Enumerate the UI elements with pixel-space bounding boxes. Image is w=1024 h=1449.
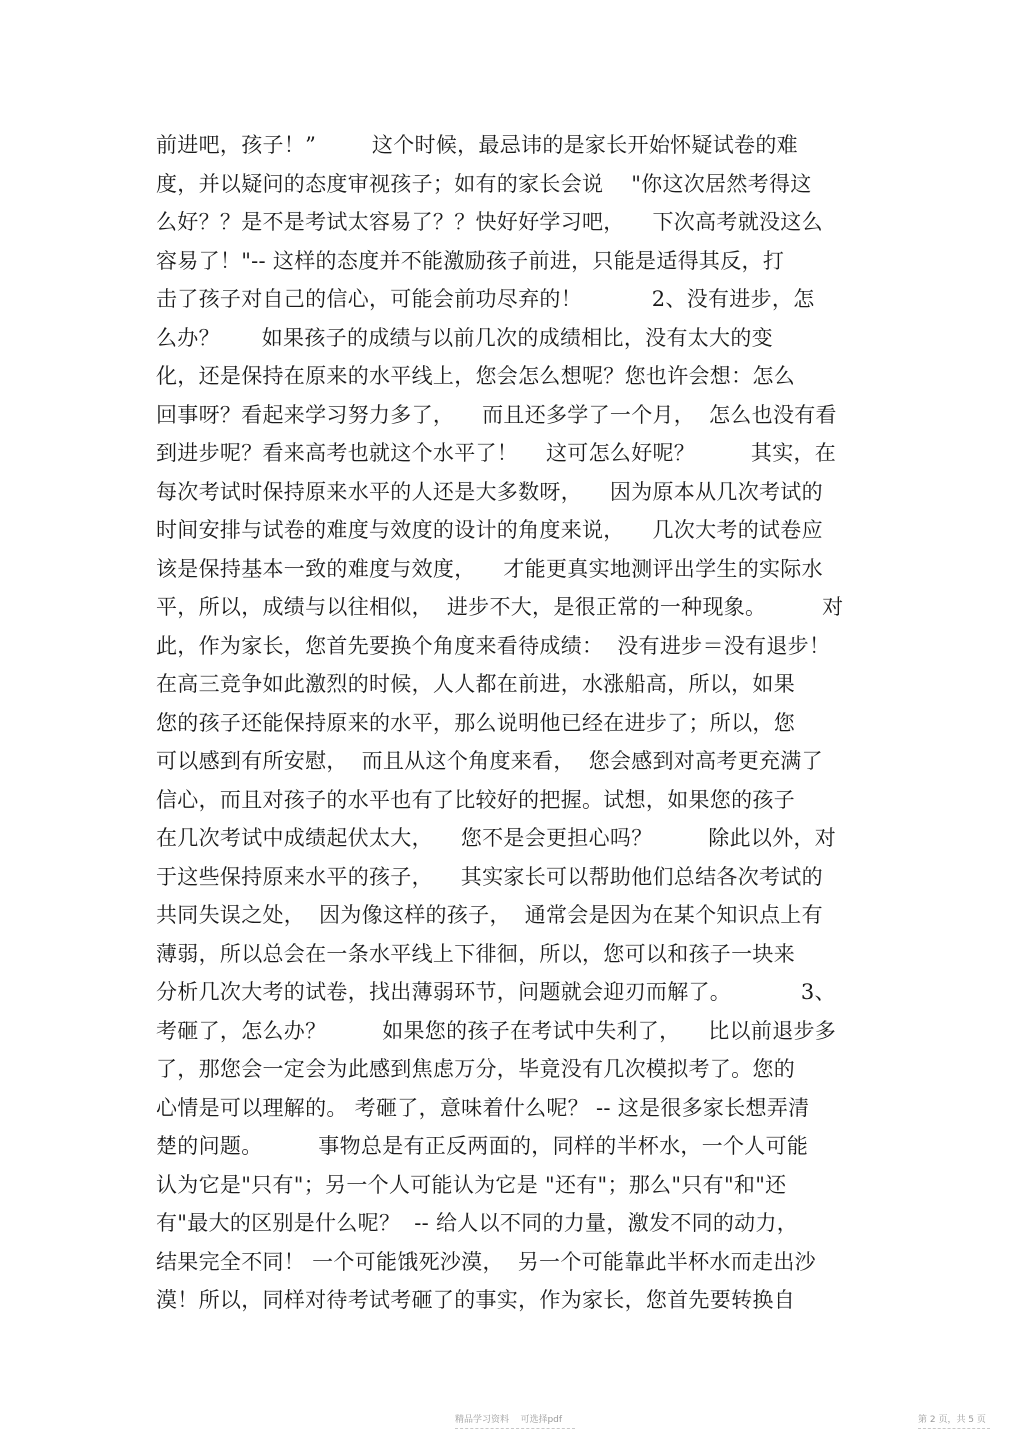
footer-divider bbox=[455, 1428, 575, 1429]
text-line: 么好？？是不是考试太容易了？？快好好学习吧， 下次高考就没这么 bbox=[156, 210, 823, 234]
text-line: 在几次考试中成绩起伏太大， 您不是会更担心吗？ 除此以外，对 bbox=[156, 826, 837, 850]
text-line: 考砸了，怎么办？ 如果您的孩子在考试中失利了， 比以前退步多 bbox=[156, 1018, 837, 1043]
text-line: 结果完全不同！ 一个可能饿死沙漠， 另一个可能靠此半杯水而走出沙 bbox=[156, 1249, 816, 1274]
footer-divider bbox=[918, 1428, 990, 1429]
text-line: 信心，而且对孩子的水平也有了比较好的把握。试想，如果您的孩子 bbox=[156, 787, 795, 812]
text-line: 到进步呢？看来高考也就这个水平了！ 这可怎么好呢？ 其实，在 bbox=[156, 441, 837, 465]
text-line: 平，所以，成绩与以往相似， 进步不大，是很正常的一种现象。 对 bbox=[156, 595, 844, 619]
text-line: 此，作为家长，您首先要换个角度来看待成绩： 没有进步＝没有退步！ bbox=[156, 633, 831, 658]
text-line: 前进吧，孩子！” 这个时候，最忌讳的是家长开始怀疑试卷的难 bbox=[156, 133, 798, 157]
text-line: 认为它是"只有"；另一个人可能认为它是 "还有"；那么"只有"和"还 bbox=[156, 1172, 787, 1197]
text-line: 么办？ 如果孩子的成绩与以前几次的成绩相比，没有太大的变 bbox=[156, 325, 773, 350]
text-line: 分析几次大考的试卷，找出薄弱环节，问题就会迎刃而解了。 3、 bbox=[156, 980, 836, 1004]
body-text bbox=[156, 126, 876, 1320]
text-line: 度，并以疑问的态度审视孩子；如有的家长会说 "你这次居然考得这 bbox=[156, 171, 812, 196]
text-line: 楚的问题。 事物总是有正反两面的，同样的半杯水，一个人可能 bbox=[156, 1134, 809, 1158]
text-line: 薄弱，所以总会在一条水平线上下徘徊，所以，您可以和孩子一块来 bbox=[156, 941, 795, 966]
text-line: 漠！所以，同样对待考试考砸了的事实，作为家长，您首先要转换自 bbox=[156, 1288, 795, 1312]
text-line: 化，还是保持在原来的水平线上，您会怎么想呢？您也许会想：怎么 bbox=[156, 364, 795, 388]
text-line: 您的孩子还能保持原来的水平，那么说明他已经在进步了；所以，您 bbox=[156, 710, 795, 735]
text-line: 有"最大的区别是什么呢？ -- 给人以不同的力量，激发不同的动力， bbox=[156, 1211, 799, 1235]
text-line: 在高三竞争如此激烈的时候，人人都在前进，水涨船高，所以，如果 bbox=[156, 672, 795, 696]
text-line: 了，那您会一定会为此感到焦虑万分，毕竟没有几次模拟考了。您的 bbox=[156, 1057, 795, 1081]
text-line: 回事呀？看起来学习努力多了， 而且还多学了一个月， 怎么也没有看 bbox=[156, 402, 837, 427]
text-line: 于这些保持原来水平的孩子， 其实家长可以帮助他们总结各次考试的 bbox=[156, 864, 823, 889]
text-line: 击了孩子对自己的信心，可能会前功尽弃的！ 2、没有进步，怎 bbox=[156, 287, 815, 311]
text-line: 可以感到有所安慰， 而且从这个角度来看， 您会感到对高考更充满了 bbox=[156, 749, 823, 773]
text-line: 心情是可以理解的。 考砸了，意味着什么呢？ -- 这是很多家长想弄清 bbox=[156, 1095, 810, 1120]
text-line: 容易了！"-- 这样的态度并不能激励孩子前进，只能是适得其反，打 bbox=[156, 248, 785, 273]
text-line: 共同失误之处， 因为像这样的孩子， 通常会是因为在某个知识点上有 bbox=[156, 903, 823, 927]
footer-watermark: 精品学习资料 可选择pdf bbox=[455, 1415, 563, 1425]
text-line: 该是保持基本一致的难度与效度， 才能更真实地测评出学生的实际水 bbox=[156, 556, 823, 581]
text-line: 每次考试时保持原来水平的人还是大多数呀， 因为原本从几次考试的 bbox=[156, 479, 823, 504]
page-number: 第 2 页，共 5 页 bbox=[918, 1415, 986, 1425]
text-line: 时间安排与试卷的难度与效度的设计的角度来说， 几次大考的试卷应 bbox=[156, 518, 823, 542]
